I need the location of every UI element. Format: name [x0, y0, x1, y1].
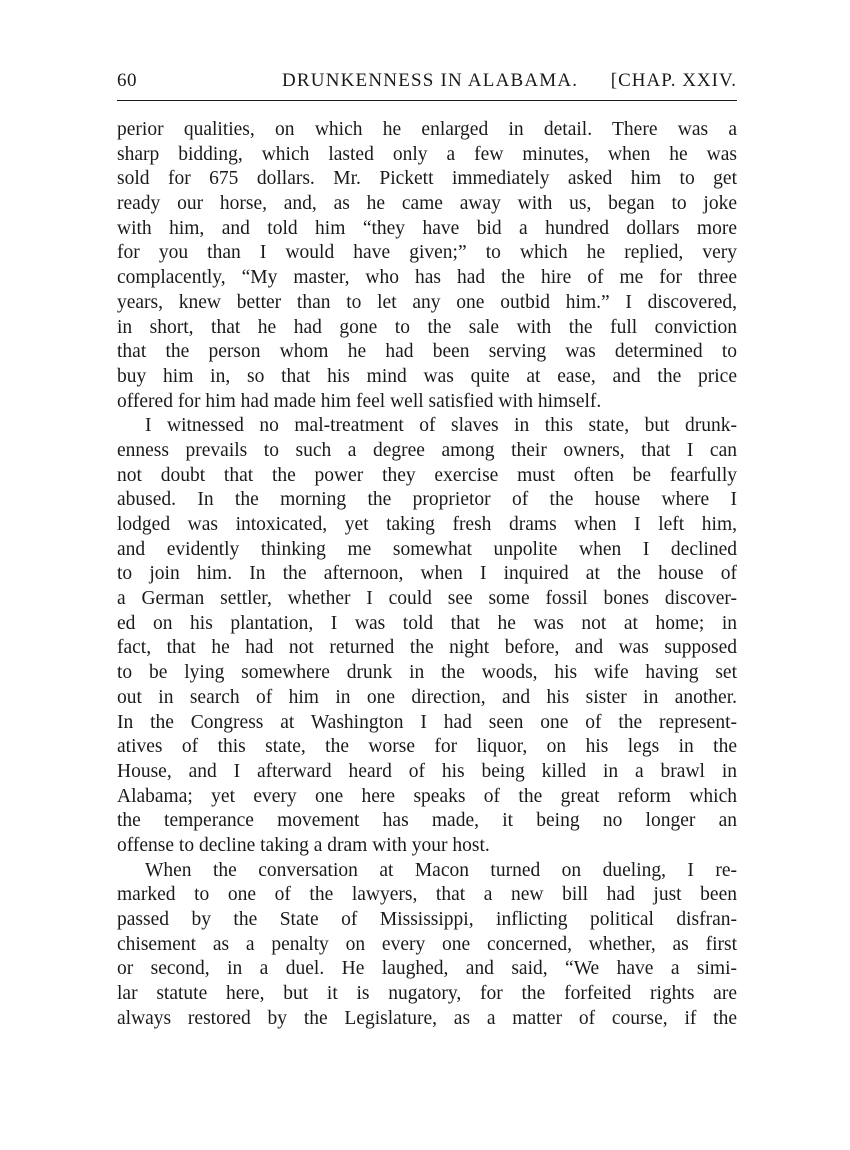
- body-text: [117, 118, 737, 1031]
- text-line: or second, in a duel. He laughed, and said, “We have a simi-: [117, 958, 737, 980]
- text-line: lar statute here, but it is nugatory, for the forfeited rights are: [117, 983, 737, 1005]
- text-line: not doubt that the power they exercise must often be fearfully: [117, 464, 737, 486]
- text-line: with him, and told him “they have bid a hundred dollars more: [117, 217, 737, 239]
- text-line: enness prevails to such a degree among their owners, that I can: [117, 439, 737, 461]
- text-line: Alabama; yet every one here speaks of the great reform which: [117, 785, 737, 807]
- text-line: a German settler, whether I could see some fossil bones discover-: [117, 588, 737, 610]
- paragraph-first-line: When the conversation at Macon turned on dueling, I re-: [145, 859, 737, 881]
- text-line: perior qualities, on which he enlarged in detail. There was a: [117, 119, 737, 140]
- text-line: passed by the State of Mississippi, inflicting political disfran-: [117, 909, 737, 930]
- text-line: marked to one of the lawyers, that a new bill had just been: [117, 884, 737, 906]
- text-line: lodged was intoxicated, yet taking fresh drams when I left him,: [117, 514, 737, 535]
- text-line: House, and I afterward heard of his being killed in a brawl in: [117, 760, 737, 782]
- text-line: offered for him had made him feel well satisfied with himself.: [117, 390, 602, 412]
- page-number: 60: [117, 70, 137, 91]
- text-line: and evidently thinking me somewhat unpolite when I declined: [117, 538, 737, 560]
- text-line: buy him in, so that his mind was quite at ease, and the price: [117, 365, 737, 387]
- text-line: for you than I would have given;” to which he replied, very: [117, 242, 737, 264]
- chapter-label: [CHAP. XXIV.: [610, 70, 737, 91]
- text-line: the temperance movement has made, it being no longer an: [117, 810, 737, 832]
- running-head: [117, 70, 737, 100]
- text-line: out in search of him in one direction, and his sister in another.: [117, 686, 737, 708]
- running-title: DRUNKENNESS IN ALABAMA.: [282, 70, 579, 91]
- text-line: ed on his plantation, I was told that he was not at home; in: [117, 612, 737, 634]
- text-line: always restored by the Legislature, as a matter of course, if the: [117, 1007, 737, 1029]
- text-line: ready our horse, and, as he came away with us, began to joke: [117, 193, 737, 215]
- text-line: years, knew better than to let any one outbid him.” I discovered,: [117, 291, 737, 313]
- text-line: in short, that he had gone to the sale with the full conviction: [117, 316, 737, 338]
- paragraph-first-line: I witnessed no mal-treatment of slaves in this state, but drunk-: [145, 415, 737, 437]
- text-line: chisement as a penalty on every one concerned, whether, as first: [117, 933, 737, 955]
- text-line: sharp bidding, which lasted only a few minutes, when he was: [117, 143, 737, 165]
- text-line: sold for 675 dollars. Mr. Pickett immediately asked him to get: [117, 168, 737, 190]
- text-line: that the person whom he had been serving was determined to: [117, 341, 737, 363]
- text-line: fact, that he had not returned the night before, and was supposed: [117, 637, 737, 659]
- text-line: to be lying somewhere drunk in the woods, his wife having set: [117, 662, 737, 684]
- book-page: [117, 70, 737, 1031]
- header-rule: [117, 100, 737, 101]
- text-line: abused. In the morning the proprietor of the house where I: [117, 489, 737, 511]
- text-line: complacently, “My master, who has had the hire of me for three: [117, 267, 737, 289]
- text-line: to join him. In the afternoon, when I inquired at the house of: [117, 563, 737, 585]
- text-line: atives of this state, the worse for liquor, on his legs in the: [117, 736, 737, 758]
- text-line: In the Congress at Washington I had seen one of the represent-: [117, 711, 737, 733]
- text-line: offense to decline taking a dram with your host.: [117, 834, 490, 856]
